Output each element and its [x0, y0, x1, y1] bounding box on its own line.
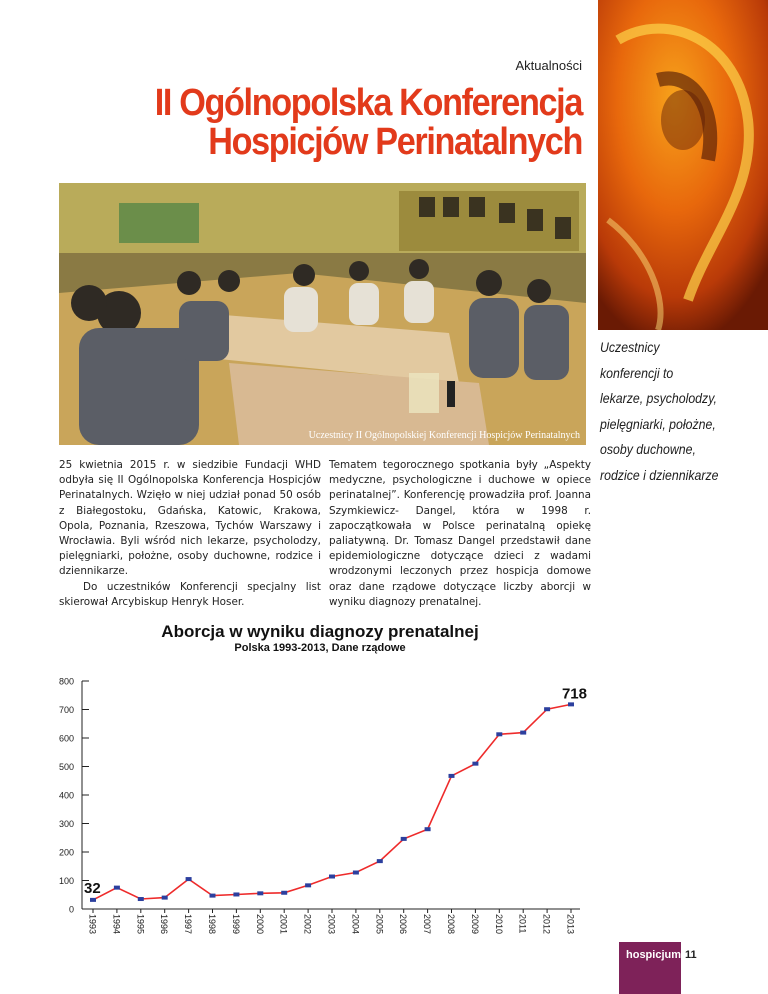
conference-room-illustration: [59, 183, 586, 445]
chart-subtitle: Polska 1993-2013, Dane rządowe: [234, 642, 406, 654]
decorative-ultrasound-image: [598, 0, 768, 330]
x-tick-label: 2008: [446, 914, 456, 935]
x-tick-label: 1995: [135, 914, 146, 935]
data-point: [329, 875, 335, 879]
footer-magazine-name: hospicjum: [626, 949, 682, 961]
y-tick-label: 800: [58, 676, 74, 687]
y-tick-label: 200: [58, 847, 74, 858]
article-paragraph: Tematem tegorocznego spotkania były „Aspekty medyczne, psychologiczne i duchowe w opiece perinatalnej”. Konferencję prowadziła prof. Joanna Szymkiewicz- Dangel, która w 1998 r. zapoczątkowała w Polsce perinatalną opiekę paliatywną. Dr. Tomasz Dangel przedstawił dane epidemiologiczne dotyczące dzieci z wadami wrodzonymi leczonych przez hospicja domowe oraz dane rządowe dotyczące liczby aborcji w wyniku diagnozy prenatalnej.: [329, 459, 591, 608]
side-note-line-5: osoby duchowne,: [600, 441, 696, 457]
y-tick-label: 500: [58, 762, 74, 772]
x-tick-label: 2001: [278, 914, 289, 935]
side-note-line-2: konferencji to: [600, 364, 674, 381]
chart-title: Aborcja w wyniku diagnozy prenatalnej: [161, 622, 479, 641]
x-tick-label: 2011: [517, 914, 528, 934]
x-tick-label: 1993: [87, 914, 98, 935]
data-point: [138, 897, 144, 901]
x-tick-label: 2009: [469, 914, 480, 935]
y-tick-label: 100: [58, 876, 74, 886]
section-label: Aktualności: [515, 58, 582, 73]
data-point: [377, 859, 383, 863]
y-tick-label: 600: [58, 733, 74, 744]
x-tick-label: 1997: [183, 914, 194, 935]
data-point: [520, 731, 526, 735]
x-tick-label: 1999: [230, 914, 241, 935]
last-value-label: 718: [561, 685, 587, 703]
x-tick-label: 2006: [398, 914, 409, 935]
data-point: [425, 827, 431, 831]
x-tick-label: 1994: [111, 914, 122, 935]
article-column-1: [59, 458, 321, 610]
side-note-line-1: Uczestnicy: [600, 339, 660, 355]
data-point: [496, 732, 502, 736]
y-tick-label: 700: [58, 705, 74, 715]
side-note-line-4: pielęgniarki, położne,: [600, 415, 716, 432]
article-paragraph: Do uczestników Konferencji specjalny list skierował Arcybiskup Henryk Hoser.: [59, 580, 321, 608]
side-note-line-6: rodzice i dziennikarze: [600, 466, 719, 483]
x-tick-label: 2004: [350, 914, 361, 935]
x-tick-label: 2003: [326, 914, 337, 935]
article-paragraph: 25 kwietnia 2015 r. w siedzibie Fundacji WHD odbyła się II Ogólnopolska Konferencja Hospicjów Perinatalnych. Wzięło w niej udział ponad 50 osób z Białegostoku, Gdańska, Katowic, Krakowa, Opola, Poznania, Rzeszowa, Tychów Warszawy i Wrocławia. Byli wśród nich lekarze, psycholodzy, pielęgniarki, położne, osoby duchowne, rodzice i dziennikarze.: [59, 459, 321, 578]
x-tick-label: 2010: [493, 914, 504, 935]
data-point: [449, 774, 455, 778]
x-tick-label: 2013: [565, 914, 576, 935]
abortion-line-chart: [0, 660, 600, 960]
data-point: [544, 707, 550, 711]
data-point: [353, 871, 359, 875]
data-point: [305, 883, 311, 887]
side-note-line-3: lekarze, psycholodzy,: [600, 390, 717, 406]
x-tick-label: 2012: [541, 914, 552, 935]
data-point: [186, 877, 192, 881]
page-number: 11: [685, 949, 697, 961]
y-tick-label: 400: [58, 790, 74, 801]
data-point: [233, 892, 239, 896]
x-tick-label: 2002: [302, 914, 313, 935]
data-point: [281, 891, 287, 895]
x-tick-label: 2005: [374, 914, 385, 935]
article-title-line-1: II Ogólnopolska Konferencja: [154, 82, 582, 124]
photo-caption: Uczestnicy II Ogólnopolskiej Konferencji Hospicjów Perinatalnych: [308, 430, 580, 441]
ultrasound-texture: [598, 0, 768, 330]
data-point: [401, 837, 407, 841]
data-point: [210, 894, 216, 898]
x-tick-label: 1998: [207, 914, 217, 935]
article-title-line-2: Hospicjów Perinatalnych: [208, 121, 582, 163]
x-tick-label: 2000: [254, 914, 265, 935]
data-point: [568, 702, 574, 706]
conference-photo: [59, 183, 586, 445]
x-tick-label: 1996: [159, 914, 170, 935]
data-point: [114, 886, 120, 890]
first-value-label: 32: [84, 879, 101, 897]
article-column-2: [329, 458, 591, 610]
article-title: [114, 84, 582, 162]
y-tick-label: 300: [58, 819, 74, 829]
data-point: [162, 896, 168, 900]
data-point: [257, 891, 263, 895]
data-point: [472, 762, 478, 766]
x-tick-label: 2007: [422, 914, 433, 935]
y-tick-label: 0: [68, 904, 74, 915]
side-note: [600, 335, 748, 488]
data-point: [90, 898, 96, 902]
